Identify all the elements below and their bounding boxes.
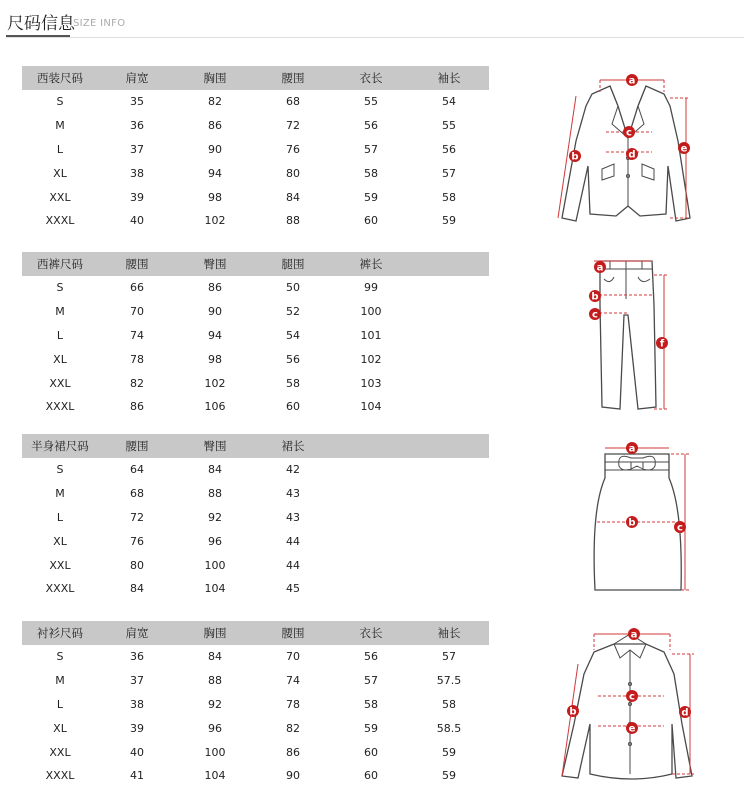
table-cell: 57 [442, 650, 456, 664]
table-cell: XXXL [45, 400, 75, 414]
table-cell: 56 [364, 119, 378, 133]
table-cell: 72 [286, 119, 300, 133]
table-cell: 43 [286, 487, 300, 501]
table-cell: 45 [286, 582, 300, 596]
table-cell: 58 [364, 697, 378, 711]
table-cell: 39 [130, 190, 144, 204]
svg-text:a: a [596, 262, 604, 274]
table-cell: 54 [286, 328, 300, 342]
table-cell: 60 [364, 769, 378, 783]
table-cell: 92 [208, 697, 222, 711]
table-header [22, 621, 489, 645]
table-row [22, 529, 489, 553]
table-cell: XXL [49, 376, 71, 390]
table-row [22, 395, 489, 419]
svg-text:a: a [630, 629, 638, 641]
table-cell: XL [53, 352, 67, 366]
table-cell: 44 [286, 558, 300, 572]
table-cell: 103 [360, 376, 382, 390]
table-cell: M [55, 119, 65, 133]
table-cell: 90 [286, 769, 300, 783]
header-cell: 裤长 [359, 257, 383, 271]
table-cell: S [56, 463, 64, 477]
marker-d [679, 706, 691, 719]
trousers-diagram [580, 255, 680, 415]
table-cell: 104 [204, 582, 226, 596]
svg-text:b: b [628, 517, 636, 529]
table-cell: 102 [204, 376, 226, 390]
table-cell: XXL [49, 745, 71, 759]
table-cell: 80 [286, 166, 300, 180]
header-cell: 臀围 [203, 439, 227, 453]
table-cell: 60 [364, 214, 378, 228]
table-row [22, 209, 489, 233]
table-cell: 76 [286, 142, 300, 156]
table-cell: 56 [442, 142, 456, 156]
table-cell: 86 [130, 400, 144, 414]
trousers-size-table [22, 252, 489, 419]
table-cell: 58 [364, 166, 378, 180]
table-cell: 84 [286, 190, 300, 204]
table-cell: 64 [130, 463, 144, 477]
table-cell: 52 [286, 305, 300, 319]
table-cell: XXXL [45, 582, 75, 596]
table-row [22, 161, 489, 185]
header-cell: 肩宽 [125, 71, 149, 85]
table-cell: 96 [208, 721, 222, 735]
table-row [22, 185, 489, 209]
table-cell: 100 [360, 305, 382, 319]
table-cell: 90 [208, 305, 222, 319]
header-cell: 胸围 [203, 71, 227, 85]
table-cell: 90 [208, 142, 222, 156]
svg-text:b: b [569, 706, 577, 718]
header-cell: 衣长 [359, 626, 383, 640]
table-cell: S [56, 281, 64, 295]
section-header [0, 0, 750, 40]
section-title: 尺码信息 [7, 14, 75, 34]
table-cell: L [56, 510, 64, 524]
table-cell: XXL [49, 190, 71, 204]
header-cell: 半身裙尺码 [31, 439, 89, 453]
header-cell: 腰围 [281, 626, 305, 640]
header-cell: 西裤尺码 [37, 257, 83, 271]
skirt-diagram [585, 440, 695, 600]
table-cell: 78 [286, 697, 300, 711]
table-cell: 55 [364, 95, 378, 109]
table-cell: 88 [208, 487, 222, 501]
marker-b [589, 290, 601, 303]
table-cell: 70 [286, 650, 300, 664]
header-cell: 腿围 [281, 257, 305, 271]
table-cell: 84 [130, 582, 144, 596]
marker-a [626, 442, 638, 455]
table-row [22, 347, 489, 371]
table-cell: 88 [208, 674, 222, 688]
table-row [22, 669, 489, 693]
svg-text:c: c [629, 691, 635, 703]
table-cell: 66 [130, 281, 144, 295]
table-row [22, 138, 489, 162]
header-cell: 胸围 [203, 626, 227, 640]
table-cell: 99 [364, 281, 378, 295]
table-cell: 38 [130, 697, 144, 711]
table-cell: 70 [130, 305, 144, 319]
table-row [22, 114, 489, 138]
table-header [22, 434, 489, 458]
table-row [22, 276, 489, 300]
skirt-size-table [22, 434, 489, 601]
table-cell: 72 [130, 510, 144, 524]
jacket-diagram [548, 66, 708, 236]
table-cell: 57 [364, 674, 378, 688]
header-cell: 腰围 [125, 257, 149, 271]
table-row [22, 553, 489, 577]
table-row [22, 506, 489, 530]
header-cell: 肩宽 [125, 626, 149, 640]
table-cell: 41 [130, 769, 144, 783]
table-cell: 94 [208, 166, 222, 180]
table-cell: 94 [208, 328, 222, 342]
table-cell: 106 [204, 400, 226, 414]
table-cell: 74 [130, 328, 144, 342]
suit-size-table [22, 66, 489, 233]
table-cell: XXXL [45, 769, 75, 783]
table-cell: 60 [286, 400, 300, 414]
table-row [22, 716, 489, 740]
table-header [22, 252, 489, 276]
header-cell: 衣长 [359, 71, 383, 85]
svg-text:b: b [571, 151, 579, 163]
table-cell: 54 [442, 95, 456, 109]
marker-c [589, 308, 601, 321]
table-header [22, 66, 489, 90]
table-cell: 44 [286, 534, 300, 548]
table-cell: 80 [130, 558, 144, 572]
table-cell: 59 [442, 214, 456, 228]
header-cell: 衬衫尺码 [37, 626, 83, 640]
table-cell: 37 [130, 142, 144, 156]
table-row [22, 764, 489, 788]
svg-text:c: c [677, 522, 683, 534]
table-cell: 102 [204, 214, 226, 228]
table-cell: 68 [130, 487, 144, 501]
marker-f [656, 337, 668, 350]
table-cell: XL [53, 166, 67, 180]
table-row [22, 324, 489, 348]
svg-text:d: d [628, 149, 636, 161]
marker-a [626, 74, 638, 87]
marker-e [678, 142, 690, 155]
table-cell: 100 [204, 558, 226, 572]
table-cell: 84 [208, 463, 222, 477]
table-cell: XL [53, 721, 67, 735]
table-cell: 96 [208, 534, 222, 548]
table-cell: L [56, 142, 64, 156]
table-cell: 56 [286, 352, 300, 366]
table-cell: L [56, 328, 64, 342]
header-cell: 袖长 [437, 626, 461, 640]
table-cell: 88 [286, 214, 300, 228]
table-cell: 58 [442, 697, 456, 711]
table-cell: 58 [442, 190, 456, 204]
table-row [22, 90, 489, 114]
table-cell: 59 [364, 190, 378, 204]
svg-text:c: c [592, 309, 598, 321]
table-cell: 35 [130, 95, 144, 109]
header-cell: 裙长 [281, 439, 305, 453]
table-row [22, 693, 489, 717]
table-cell: XXL [49, 558, 71, 572]
table-cell: 37 [130, 674, 144, 688]
shirt-size-table [22, 621, 489, 788]
table-cell: 86 [208, 119, 222, 133]
header-cell: 腰围 [125, 439, 149, 453]
table-cell: M [55, 487, 65, 501]
table-cell: 84 [208, 650, 222, 664]
table-cell: 101 [360, 328, 382, 342]
table-cell: L [56, 697, 64, 711]
table-cell: 40 [130, 214, 144, 228]
table-cell: 98 [208, 352, 222, 366]
table-cell: 86 [286, 745, 300, 759]
table-cell: 92 [208, 510, 222, 524]
table-cell: 57 [364, 142, 378, 156]
table-cell: 82 [286, 721, 300, 735]
table-row [22, 577, 489, 601]
table-row [22, 482, 489, 506]
table-cell: 36 [130, 119, 144, 133]
table-cell: 58 [286, 376, 300, 390]
header-cell: 西装尺码 [37, 71, 83, 85]
table-cell: 42 [286, 463, 300, 477]
table-row [22, 371, 489, 395]
table-row [22, 458, 489, 482]
table-row [22, 645, 489, 669]
table-cell: 68 [286, 95, 300, 109]
table-cell: 38 [130, 166, 144, 180]
table-cell: 60 [364, 745, 378, 759]
table-cell: 102 [360, 352, 382, 366]
table-cell: 59 [442, 769, 456, 783]
table-cell: 100 [204, 745, 226, 759]
table-cell: 58.5 [436, 721, 462, 735]
table-cell: 59 [364, 721, 378, 735]
svg-text:d: d [681, 707, 689, 719]
table-cell: 86 [208, 281, 222, 295]
header-cell: 袖长 [437, 71, 461, 85]
header-divider [6, 37, 744, 38]
table-cell: 40 [130, 745, 144, 759]
table-cell: 104 [204, 769, 226, 783]
table-cell: 98 [208, 190, 222, 204]
table-cell: 104 [360, 400, 382, 414]
svg-text:a: a [628, 75, 636, 87]
table-cell: 82 [208, 95, 222, 109]
header-cell: 臀围 [203, 257, 227, 271]
table-cell: 78 [130, 352, 144, 366]
table-cell: 57 [442, 166, 456, 180]
table-cell: 56 [364, 650, 378, 664]
table-cell: XXXL [45, 214, 75, 228]
table-cell: 82 [130, 376, 144, 390]
header-cell: 腰围 [281, 71, 305, 85]
table-cell: 74 [286, 674, 300, 688]
svg-text:c: c [626, 127, 632, 139]
table-cell: M [55, 674, 65, 688]
table-cell: 39 [130, 721, 144, 735]
svg-text:e: e [680, 143, 688, 155]
table-cell: 55 [442, 119, 456, 133]
svg-text:f: f [659, 338, 665, 350]
table-cell: 57.5 [436, 674, 462, 688]
table-cell: S [56, 95, 64, 109]
section-subtitle: SIZE INFO [73, 18, 126, 29]
table-cell: M [55, 305, 65, 319]
svg-text:e: e [628, 723, 636, 735]
svg-text:a: a [628, 443, 636, 455]
table-cell: 59 [442, 745, 456, 759]
table-cell: 36 [130, 650, 144, 664]
table-cell: 43 [286, 510, 300, 524]
table-row [22, 300, 489, 324]
svg-text:b: b [591, 291, 599, 303]
table-cell: 76 [130, 534, 144, 548]
table-row [22, 740, 489, 764]
table-cell: 50 [286, 281, 300, 295]
shirt-diagram [548, 624, 708, 794]
table-cell: S [56, 650, 64, 664]
table-cell: XL [53, 534, 67, 548]
